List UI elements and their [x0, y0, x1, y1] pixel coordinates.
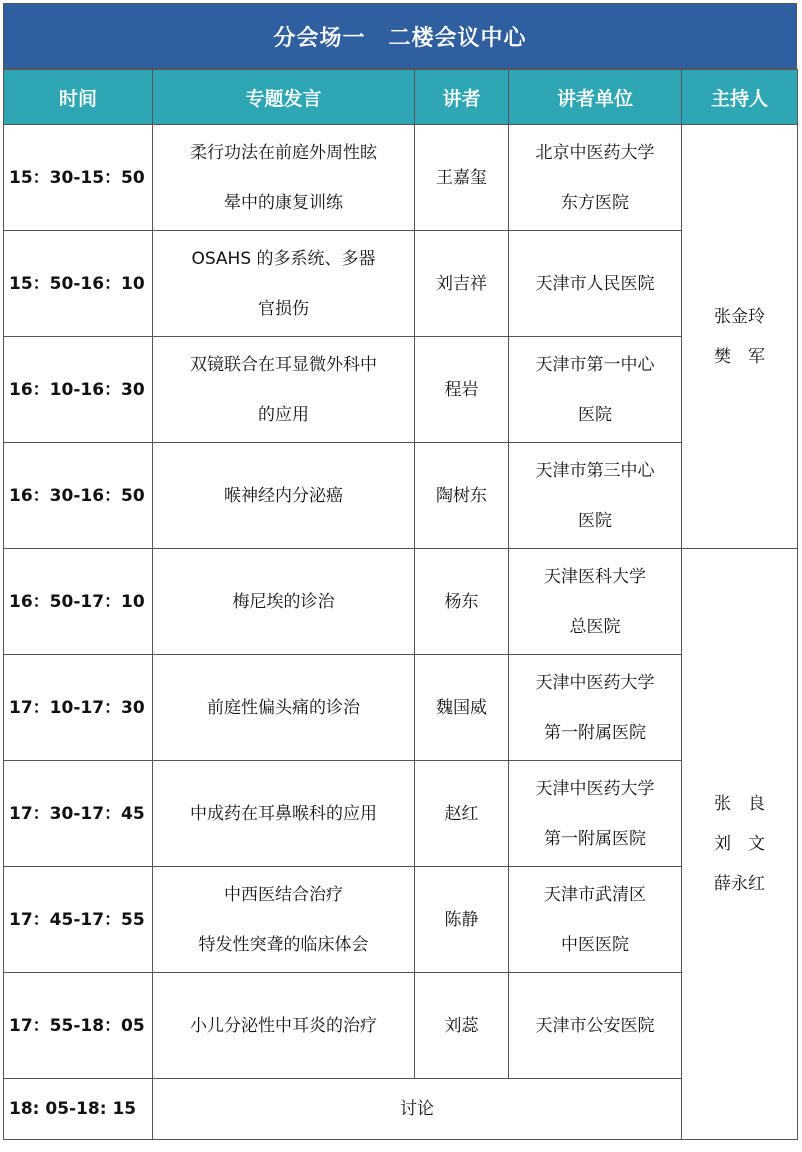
unit-line: 中医医院 [561, 934, 629, 955]
topic-cell [153, 337, 415, 443]
unit-cell [509, 549, 682, 655]
unit-line: 天津市第三中心 [535, 460, 655, 481]
topic-cell [153, 125, 415, 231]
host-name: 张金玲 [714, 306, 765, 327]
topic-line: 前庭性偏头痛的诊治 [207, 697, 360, 718]
speaker-cell: 程岩 [415, 337, 509, 443]
table-row [4, 973, 798, 1079]
time-cell: 16：10-16：30 [4, 337, 153, 443]
topic-cell [153, 761, 415, 867]
host-name: 薛永红 [714, 874, 765, 894]
time-cell: 18: 05-18: 15 [4, 1079, 153, 1140]
unit-line: 天津市人民医院 [535, 273, 655, 294]
header-host: 主持人 [682, 70, 798, 125]
topic-line: 晕中的康复训练 [224, 192, 343, 213]
host-name: 张 良 [714, 794, 765, 814]
page-title: 分会场一 二楼会议中心 [3, 3, 797, 69]
table-row [4, 549, 798, 655]
speaker-cell: 刘蕊 [415, 973, 509, 1079]
topic-line: 中成药在耳鼻喉科的应用 [190, 803, 377, 824]
unit-cell [509, 867, 682, 973]
unit-cell [509, 337, 682, 443]
topic-cell [153, 549, 415, 655]
unit-line: 医院 [578, 510, 612, 531]
time-cell: 17：55-18：05 [4, 973, 153, 1079]
header-topic: 专题发言 [153, 70, 415, 125]
speaker-cell: 王嘉玺 [415, 125, 509, 231]
table-row [4, 867, 798, 973]
topic-cell [153, 867, 415, 973]
speaker-cell: 陈静 [415, 867, 509, 973]
topic-line: 官损伤 [258, 298, 309, 319]
unit-cell [509, 443, 682, 549]
unit-cell [509, 761, 682, 867]
speaker-cell: 杨东 [415, 549, 509, 655]
topic-line: 双镜联合在耳显微外科中 [190, 354, 377, 375]
topic-line: 特发性突聋的临床体会 [198, 934, 369, 955]
topic-line: 梅尼埃的诊治 [232, 591, 335, 612]
topic-line: 喉神经内分泌癌 [224, 485, 343, 506]
topic-line: OSAHS 的多系统、多器 [191, 248, 376, 269]
speaker-cell: 赵红 [415, 761, 509, 867]
host-name: 刘 文 [714, 834, 765, 854]
time-cell: 15：30-15：50 [4, 125, 153, 231]
unit-line: 第一附属医院 [544, 828, 646, 849]
table-row [4, 655, 798, 761]
unit-line: 天津中医药大学 [535, 672, 655, 693]
agenda-table [3, 69, 798, 1140]
header-time: 时间 [4, 70, 153, 125]
unit-line: 医院 [578, 404, 612, 425]
speaker-cell: 刘吉祥 [415, 231, 509, 337]
unit-line: 总医院 [569, 616, 621, 637]
time-cell: 17：10-17：30 [4, 655, 153, 761]
unit-cell [509, 125, 682, 231]
unit-line: 天津市第一中心 [535, 354, 655, 375]
time-cell: 17：30-17：45 [4, 761, 153, 867]
unit-line: 天津市武清区 [544, 884, 646, 905]
header-unit: 讲者单位 [509, 70, 682, 125]
unit-line: 天津医科大学 [544, 566, 646, 587]
unit-cell [509, 655, 682, 761]
time-cell: 16：50-17：10 [4, 549, 153, 655]
header-row [4, 70, 798, 125]
topic-cell [153, 231, 415, 337]
time-cell: 15：50-16：10 [4, 231, 153, 337]
host-name: 樊 军 [714, 346, 765, 367]
topic-cell [153, 655, 415, 761]
table-row [4, 443, 798, 549]
discussion-label: 讨论 [153, 1079, 682, 1140]
topic-line: 柔行功法在前庭外周性眩 [190, 142, 377, 163]
unit-line: 东方医院 [561, 192, 629, 213]
topic-line: 的应用 [258, 404, 309, 425]
table-row [4, 125, 798, 231]
unit-line: 北京中医药大学 [535, 142, 655, 163]
host-cell [682, 125, 798, 549]
host-cell [682, 549, 798, 1140]
unit-cell [509, 973, 682, 1079]
table-row [4, 337, 798, 443]
unit-line: 第一附属医院 [544, 722, 646, 743]
topic-line: 小儿分泌性中耳炎的治疗 [190, 1015, 377, 1036]
topic-cell [153, 443, 415, 549]
table-row [4, 761, 798, 867]
agenda-sheet [3, 3, 797, 1140]
unit-line: 天津中医药大学 [535, 778, 655, 799]
speaker-cell: 陶树东 [415, 443, 509, 549]
speaker-cell: 魏国威 [415, 655, 509, 761]
time-cell: 17：45-17：55 [4, 867, 153, 973]
time-cell: 16：30-16：50 [4, 443, 153, 549]
unit-cell [509, 231, 682, 337]
topic-line: 中西医结合治疗 [224, 884, 343, 905]
header-speaker: 讲者 [415, 70, 509, 125]
discussion-row [4, 1079, 798, 1140]
topic-cell [153, 973, 415, 1079]
unit-line: 天津市公安医院 [535, 1015, 655, 1036]
table-row [4, 231, 798, 337]
